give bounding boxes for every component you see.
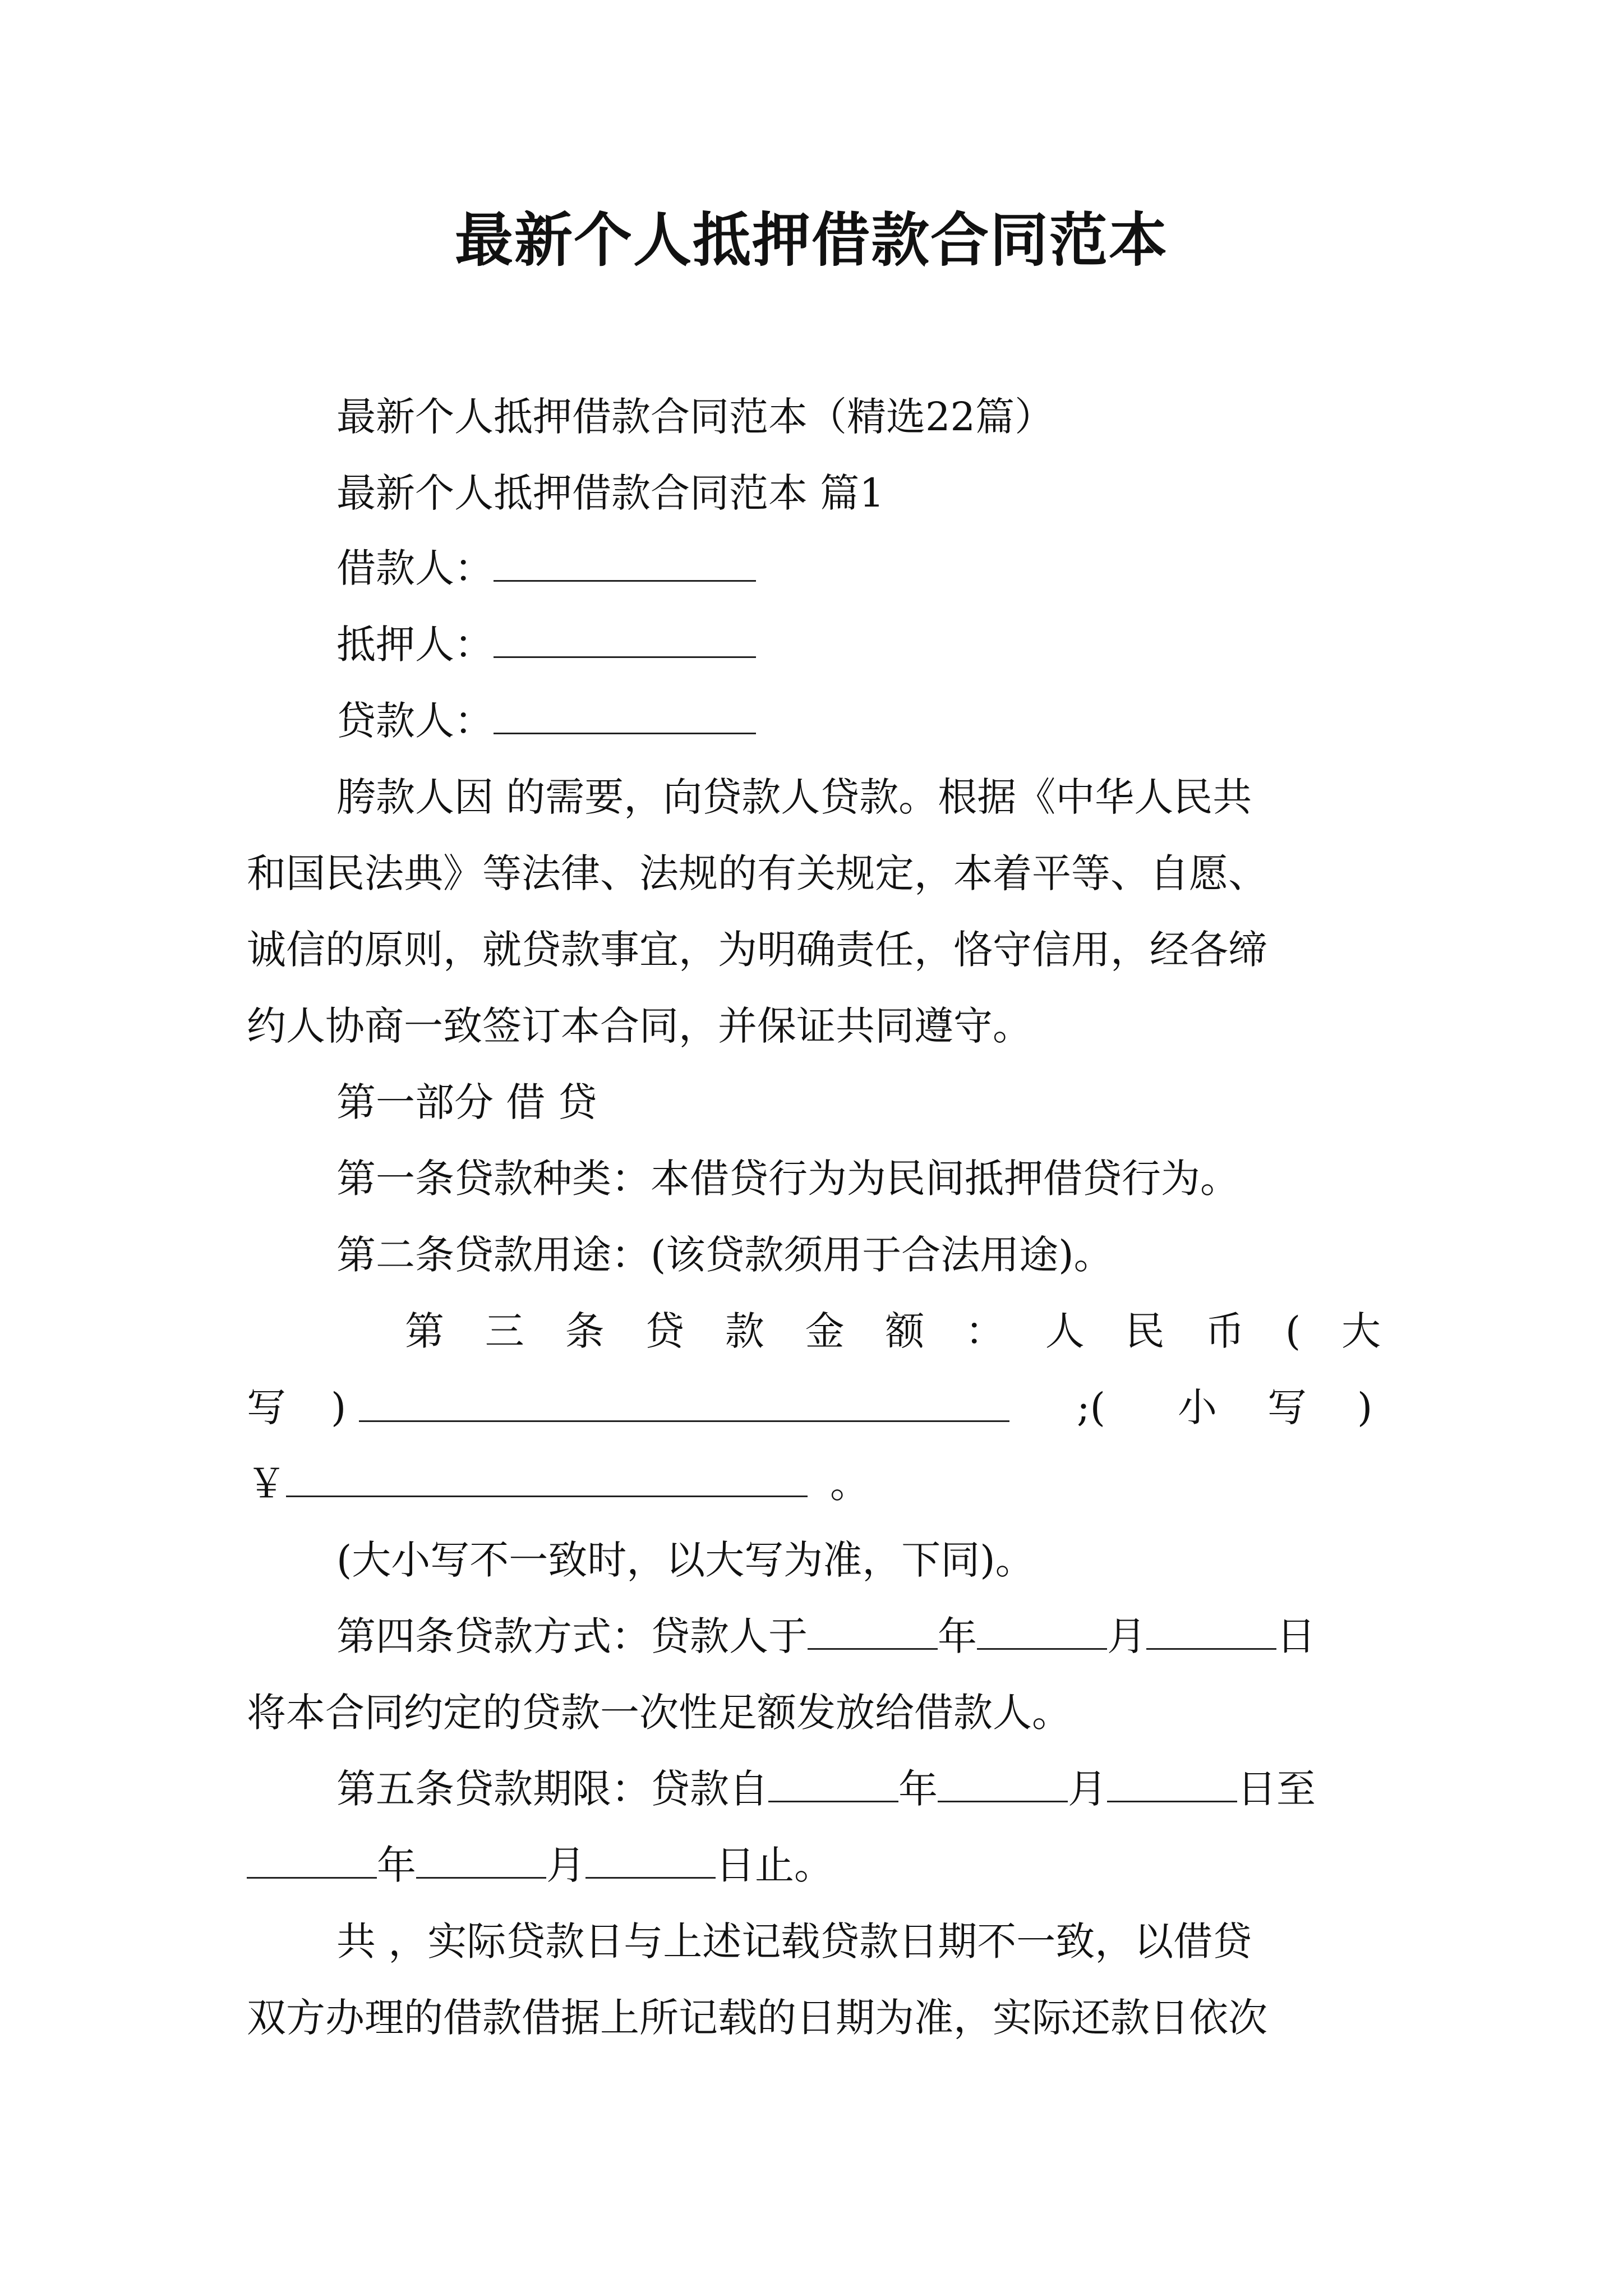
intro-line-4: 约人协商一致签订本合同，并保证共同遵守。 (247, 1003, 1032, 1049)
article-3-char: 第 (405, 1308, 444, 1354)
section-heading: 最新个人抵押借款合同范本 篇1 (336, 470, 884, 516)
part1-heading: 第一部分 借 贷 (336, 1079, 597, 1125)
article-3-paren-close: ) (331, 1384, 347, 1430)
article-3-char: 民 (1125, 1308, 1165, 1354)
article-3-line-1 (405, 1306, 1381, 1356)
article-4-year: 年 (938, 1613, 977, 1659)
article-1: 第一条贷款种类：本借贷行为为民间抵押借贷行为。 (336, 1156, 1239, 1202)
article-3-char: 额 (885, 1308, 925, 1354)
mortgagor-line (336, 619, 756, 670)
borrower-line (336, 543, 756, 593)
article-4-text: 第四条贷款方式：贷款人于 (336, 1613, 808, 1659)
article-5-year: 年 (898, 1766, 938, 1812)
article-4-line-2: 将本合同约定的贷款一次性足额发放给借款人。 (247, 1690, 1071, 1736)
article-4-year-blank (808, 1614, 938, 1650)
article-3-char: 三 (485, 1308, 524, 1354)
last-para-line-2: 双方办理的借款借据上所记载的日期为准，实际还款日依次 (247, 1995, 1267, 2041)
article-5-line-2 (247, 1840, 833, 1890)
article-5-end: 日止。 (716, 1842, 833, 1888)
article-5-month2-blank (416, 1843, 546, 1879)
mortgagor-label: 抵押人： (336, 622, 494, 668)
last-para-line-1: 共 ，实际贷款日与上述记载贷款日期不一致，以借贷 (336, 1918, 1252, 1964)
article-3-paren-open: ;( (1077, 1384, 1105, 1430)
article-3-char: ( (1285, 1308, 1301, 1354)
article-2: 第二条贷款用途：(该贷款须用于合法用途)。 (336, 1232, 1113, 1278)
amount-note: (大小写不一致时，以大写为准，下同)。 (336, 1537, 1035, 1583)
borrower-blank (494, 546, 756, 582)
article-3-small-1: 小 (1178, 1384, 1217, 1430)
article-3-char: 款 (725, 1308, 764, 1354)
article-3-small-2: 写 (1267, 1384, 1307, 1430)
article-3-write-label: 写 (247, 1384, 286, 1430)
article-3-char: 币 (1205, 1308, 1245, 1354)
intro-line-1: 胯款人因 的需要，向贷款人贷款。根据《中华人民共 (336, 774, 1252, 820)
article-3-line-3 (247, 1458, 869, 1509)
article-3-char: 金 (805, 1308, 845, 1354)
article-5-month2: 月 (546, 1842, 585, 1888)
article-5-year2: 年 (377, 1842, 416, 1888)
mortgagor-blank (494, 623, 756, 658)
article-5-month: 月 (1068, 1766, 1107, 1812)
article-3-char: 大 (1341, 1308, 1381, 1354)
article-4-line-1 (336, 1611, 1316, 1662)
lender-line (336, 696, 756, 746)
article-4-day-blank (1146, 1614, 1276, 1650)
document-subtitle: 最新个人抵押借款合同范本（精选22篇） (336, 394, 1054, 440)
article-5-day-blank (1107, 1767, 1237, 1802)
article-3-paren-end: ) (1357, 1384, 1373, 1430)
article-5-text: 第五条贷款期限：贷款自 (336, 1766, 768, 1812)
article-3-char: 人 (1045, 1308, 1085, 1354)
article-3-char: ： (965, 1308, 1005, 1354)
article-5-line-1 (336, 1764, 1316, 1814)
article-5-year-blank (768, 1767, 898, 1802)
article-3-amount-blank (286, 1462, 808, 1497)
intro-line-3: 诚信的原则，就贷款事宜，为明确责任，恪守信用，经各缔 (247, 927, 1267, 973)
article-5-year2-blank (247, 1843, 377, 1879)
article-5-day-to: 日至 (1237, 1766, 1316, 1812)
article-5-day2-blank (585, 1843, 716, 1879)
lender-blank (494, 699, 756, 734)
article-4-day: 日 (1276, 1613, 1316, 1659)
article-3-period: 。 (830, 1461, 869, 1507)
lender-label: 贷款人： (336, 698, 494, 744)
article-4-month: 月 (1107, 1613, 1146, 1659)
yuan-symbol: ￥ (247, 1461, 286, 1507)
document-title: 最新个人抵押借款合同范本 (454, 205, 1168, 274)
article-4-month-blank (977, 1614, 1107, 1650)
intro-line-2: 和国民法典》等法律、法规的有关规定，本着平等、自愿、 (247, 850, 1267, 896)
article-3-char: 贷 (645, 1308, 685, 1354)
article-3-char: 条 (565, 1308, 605, 1354)
article-3-uppercase-blank (359, 1387, 1009, 1422)
borrower-label: 借款人： (336, 545, 494, 591)
article-5-month-blank (938, 1767, 1068, 1802)
